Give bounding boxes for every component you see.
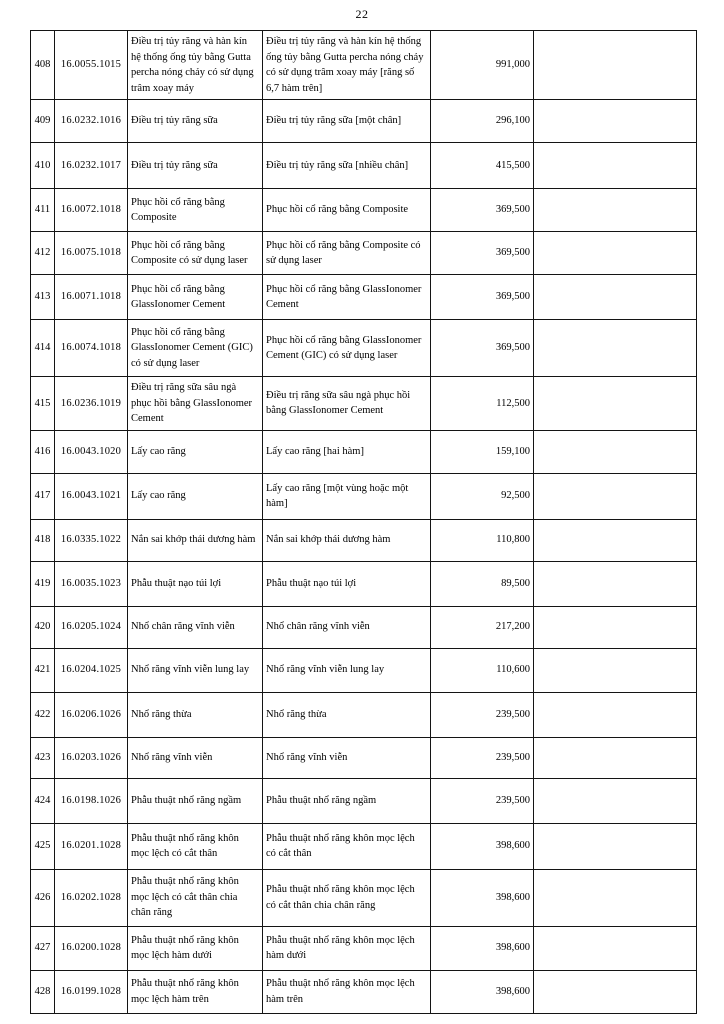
name-cell: Nhổ răng vĩnh viễn lung lay [128, 648, 263, 692]
table-row [31, 143, 697, 189]
price-cell: 239,500 [431, 692, 534, 737]
row-number-cell: 425 [31, 823, 55, 869]
code-cell: 16.0055.1015 [55, 31, 128, 100]
code-cell: 16.0335.1022 [55, 519, 128, 561]
name-cell: Phẫu thuật nhổ răng khôn mọc lệch hàm dưới [128, 926, 263, 970]
notes-cell [534, 377, 697, 431]
description-cell: Phẫu thuật nhổ răng khôn mọc lệch hàm trên [263, 970, 431, 1013]
table-row [31, 970, 697, 1013]
row-number-cell: 417 [31, 473, 55, 519]
name-cell: Lấy cao răng [128, 473, 263, 519]
description-cell: Nắn sai khớp thái dương hàm [263, 519, 431, 561]
name-cell: Điều trị răng sữa sâu ngà phục hồi bằng GlassIonomer Cement [128, 377, 263, 431]
row-number-cell: 409 [31, 100, 55, 143]
description-cell: Phẫu thuật nhổ răng khôn mọc lệch hàm dưới [263, 926, 431, 970]
name-cell: Nắn sai khớp thái dương hàm [128, 519, 263, 561]
table-row [31, 692, 697, 737]
notes-cell [534, 320, 697, 377]
notes-cell [534, 926, 697, 970]
table-row [31, 232, 697, 275]
table-row [31, 430, 697, 473]
price-cell: 369,500 [431, 275, 534, 320]
table-row [31, 275, 697, 320]
description-cell: Nhổ răng vĩnh viễn [263, 737, 431, 778]
description-cell: Nhổ răng thừa [263, 692, 431, 737]
price-cell: 110,600 [431, 648, 534, 692]
description-cell: Phục hồi cổ răng bằng Composite [263, 189, 431, 232]
description-cell: Nhổ răng vĩnh viễn lung lay [263, 648, 431, 692]
price-cell: 369,500 [431, 189, 534, 232]
row-number-cell: 421 [31, 648, 55, 692]
price-cell: 89,500 [431, 561, 534, 606]
price-cell: 296,100 [431, 100, 534, 143]
code-cell: 16.0204.1025 [55, 648, 128, 692]
table-row [31, 869, 697, 926]
row-number-cell: 428 [31, 970, 55, 1013]
notes-cell [534, 100, 697, 143]
price-cell: 369,500 [431, 232, 534, 275]
name-cell: Phục hồi cổ răng bằng GlassIonomer Cement [128, 275, 263, 320]
price-cell: 991,000 [431, 31, 534, 100]
price-cell: 112,500 [431, 377, 534, 431]
row-number-cell: 415 [31, 377, 55, 431]
row-number-cell: 413 [31, 275, 55, 320]
row-number-cell: 416 [31, 430, 55, 473]
code-cell: 16.0205.1024 [55, 606, 128, 648]
notes-cell [534, 561, 697, 606]
price-cell: 398,600 [431, 926, 534, 970]
notes-cell [534, 970, 697, 1013]
code-cell: 16.0072.1018 [55, 189, 128, 232]
name-cell: Lấy cao răng [128, 430, 263, 473]
code-cell: 16.0201.1028 [55, 823, 128, 869]
code-cell: 16.0074.1018 [55, 320, 128, 377]
table-row [31, 926, 697, 970]
row-number-cell: 410 [31, 143, 55, 189]
name-cell: Phẫu thuật nhổ răng khôn mọc lệch hàm trên [128, 970, 263, 1013]
code-cell: 16.0236.1019 [55, 377, 128, 431]
notes-cell [534, 430, 697, 473]
name-cell: Phẫu thuật nhổ răng khôn mọc lệch có cắt thân chia chân răng [128, 869, 263, 926]
name-cell: Phẫu thuật nạo túi lợi [128, 561, 263, 606]
price-cell: 415,500 [431, 143, 534, 189]
description-cell: Điều trị răng sữa sâu ngà phục hồi bằng GlassIonomer Cement [263, 377, 431, 431]
code-cell: 16.0071.1018 [55, 275, 128, 320]
price-cell: 398,600 [431, 823, 534, 869]
notes-cell [534, 143, 697, 189]
table-row [31, 737, 697, 778]
table-row [31, 473, 697, 519]
table-row [31, 519, 697, 561]
notes-cell [534, 189, 697, 232]
code-cell: 16.0200.1028 [55, 926, 128, 970]
code-cell: 16.0232.1016 [55, 100, 128, 143]
description-cell: Phẫu thuật nhổ răng khôn mọc lệch có cắt thân [263, 823, 431, 869]
code-cell: 16.0043.1021 [55, 473, 128, 519]
code-cell: 16.0035.1023 [55, 561, 128, 606]
notes-cell [534, 823, 697, 869]
name-cell: Phẫu thuật nhổ răng ngầm [128, 778, 263, 823]
row-number-cell: 427 [31, 926, 55, 970]
description-cell: Phục hồi cổ răng bằng GlassIonomer Cement [263, 275, 431, 320]
row-number-cell: 426 [31, 869, 55, 926]
description-cell: Điều trị tủy răng và hàn kín hệ thống ống tủy bằng Gutta percha nóng chảy có sử dụng trâm xoay máy [răng số 6,7 hàm trên] [263, 31, 431, 100]
table-row [31, 606, 697, 648]
notes-cell [534, 737, 697, 778]
price-table-body [31, 31, 697, 1014]
row-number-cell: 414 [31, 320, 55, 377]
notes-cell [534, 473, 697, 519]
notes-cell [534, 232, 697, 275]
description-cell: Điều trị tủy răng sữa [một chân] [263, 100, 431, 143]
table-row [31, 823, 697, 869]
price-cell: 92,500 [431, 473, 534, 519]
notes-cell [534, 606, 697, 648]
table-row [31, 377, 697, 431]
name-cell: Phục hồi cổ răng bằng Composite [128, 189, 263, 232]
table-row [31, 31, 697, 100]
name-cell: Nhổ chân răng vĩnh viễn [128, 606, 263, 648]
code-cell: 16.0202.1028 [55, 869, 128, 926]
row-number-cell: 418 [31, 519, 55, 561]
table-row [31, 778, 697, 823]
code-cell: 16.0075.1018 [55, 232, 128, 275]
price-table [30, 30, 697, 1014]
price-cell: 398,600 [431, 869, 534, 926]
row-number-cell: 420 [31, 606, 55, 648]
code-cell: 16.0198.1026 [55, 778, 128, 823]
notes-cell [534, 31, 697, 100]
table-row [31, 100, 697, 143]
table-row [31, 189, 697, 232]
notes-cell [534, 778, 697, 823]
description-cell: Phẫu thuật nạo túi lợi [263, 561, 431, 606]
name-cell: Phục hồi cổ răng bằng Composite có sử dụng laser [128, 232, 263, 275]
row-number-cell: 408 [31, 31, 55, 100]
row-number-cell: 424 [31, 778, 55, 823]
row-number-cell: 412 [31, 232, 55, 275]
notes-cell [534, 275, 697, 320]
description-cell: Phẫu thuật nhổ răng khôn mọc lệch có cắt thân chia chân răng [263, 869, 431, 926]
price-cell: 239,500 [431, 737, 534, 778]
code-cell: 16.0199.1028 [55, 970, 128, 1013]
description-cell: Lấy cao răng [hai hàm] [263, 430, 431, 473]
row-number-cell: 423 [31, 737, 55, 778]
description-cell: Điều trị tủy răng sữa [nhiều chân] [263, 143, 431, 189]
price-cell: 369,500 [431, 320, 534, 377]
code-cell: 16.0206.1026 [55, 692, 128, 737]
code-cell: 16.0043.1020 [55, 430, 128, 473]
price-cell: 217,200 [431, 606, 534, 648]
row-number-cell: 411 [31, 189, 55, 232]
description-cell: Phục hồi cổ răng bằng Composite có sử dụng laser [263, 232, 431, 275]
name-cell: Nhổ răng thừa [128, 692, 263, 737]
notes-cell [534, 648, 697, 692]
table-row [31, 320, 697, 377]
name-cell: Điều trị tủy răng sữa [128, 100, 263, 143]
name-cell: Điều trị tủy răng và hàn kín hệ thống ống tủy bằng Gutta percha nóng chảy có sử dụng trâm xoay máy [128, 31, 263, 100]
notes-cell [534, 869, 697, 926]
description-cell: Nhổ chân răng vĩnh viễn [263, 606, 431, 648]
table-row [31, 648, 697, 692]
price-cell: 159,100 [431, 430, 534, 473]
description-cell: Phẫu thuật nhổ răng ngầm [263, 778, 431, 823]
page-number: 22 [355, 7, 369, 21]
notes-cell [534, 519, 697, 561]
row-number-cell: 419 [31, 561, 55, 606]
price-cell: 398,600 [431, 970, 534, 1013]
price-cell: 110,800 [431, 519, 534, 561]
price-cell: 239,500 [431, 778, 534, 823]
code-cell: 16.0203.1026 [55, 737, 128, 778]
name-cell: Điều trị tủy răng sữa [128, 143, 263, 189]
description-cell: Lấy cao răng [một vùng hoặc một hàm] [263, 473, 431, 519]
notes-cell [534, 692, 697, 737]
description-cell: Phục hồi cổ răng bằng GlassIonomer Cement (GIC) có sử dụng laser [263, 320, 431, 377]
name-cell: Phẫu thuật nhổ răng khôn mọc lệch có cắt thân [128, 823, 263, 869]
name-cell: Nhổ răng vĩnh viễn [128, 737, 263, 778]
name-cell: Phục hồi cổ răng bằng GlassIonomer Cement (GIC) có sử dụng laser [128, 320, 263, 377]
table-row [31, 561, 697, 606]
row-number-cell: 422 [31, 692, 55, 737]
code-cell: 16.0232.1017 [55, 143, 128, 189]
